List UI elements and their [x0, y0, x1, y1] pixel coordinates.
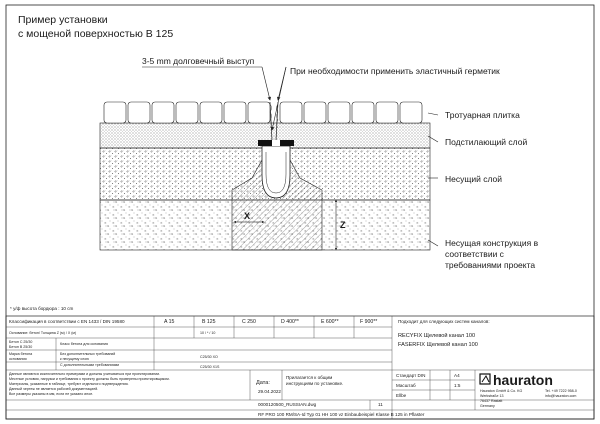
row2-value: 10 / * / 10	[200, 331, 216, 335]
row4-value: C25/30 XO	[200, 355, 218, 359]
class-e600: E 600**	[321, 319, 339, 325]
note-line-2: Местные условия, нагрузки и требования к проекту должны быть проверены проектировщиком.	[9, 377, 170, 381]
row2-label: Основание: бетон/ Толщина Z (м) / Х (м)	[9, 331, 77, 335]
title-line-2: с мощеной поверхностью В 125	[18, 28, 174, 40]
row3-label-1: Бетон C 25/30	[9, 340, 33, 344]
company-address-1: Hauraton GmbH & Co. KG	[480, 389, 523, 393]
row4-label-2: основания	[9, 357, 27, 361]
row4-desc2: к несущему слою	[60, 357, 89, 361]
note-label-1: Прилагается к общим	[286, 375, 333, 380]
svg-text:hauraton: hauraton	[493, 372, 553, 388]
paving-stones	[104, 102, 422, 123]
file-name: 0000120500_RUSSIAN.dwg	[258, 402, 317, 407]
suitable-heading: Подходит для следующих систем каналов:	[398, 319, 490, 324]
note-line-4: Данный чертеж не является рабочей документацией.	[9, 387, 99, 391]
row5-desc: С дополнительными требованиями	[60, 363, 120, 367]
row3-label-2: Бетон B 25/30	[9, 345, 33, 349]
row5-value: C25/30 X1S	[200, 365, 220, 369]
callout-structure-3: требованиями проекта	[445, 260, 536, 270]
class-f900: F 900**	[360, 319, 378, 325]
callout-paving: Тротуарная плитка	[445, 110, 520, 120]
company-phone: Tel. +49 7222 958-0	[545, 389, 577, 393]
load-table-header: Классификация в соответствии с EN 1433 / DIN 19580	[9, 319, 125, 324]
scale-value: 1:5	[454, 383, 461, 388]
page-number: 11	[378, 402, 383, 407]
class-c250: C 250	[242, 319, 256, 325]
suitable-item-1: RECYFIX Щелевой канал 100	[398, 333, 476, 339]
standard-value: A4	[454, 373, 460, 378]
callout-base: Несущий слой	[445, 174, 502, 184]
callout-sealant: При необходимости применить эластичный герметик	[290, 66, 500, 76]
class-d400: D 400**	[281, 319, 299, 325]
title-line-1: Пример установки	[18, 14, 108, 26]
class-b125: B 125	[202, 319, 216, 325]
company-address-4: Germany	[480, 404, 495, 408]
scale-label: Масштаб	[396, 383, 416, 388]
note-line-3: Материалы, указанные в таблице, требуют отдельного подтверждения.	[9, 382, 129, 386]
company-address-2: Werkstraße 13	[480, 394, 504, 398]
callout-structure-1: Несущая конструкция в	[445, 238, 539, 248]
suitable-item-2: FASERFIX Щелевой канал 100	[398, 342, 478, 348]
svg-text:Z: Z	[340, 220, 346, 230]
author: Ellbe	[396, 393, 407, 398]
callout-gap: 3-5 mm долговечный выступ	[142, 56, 255, 66]
company-email: info@hauraton.com	[545, 394, 577, 398]
callout-bedding: Подстилающий слой	[445, 137, 528, 147]
footnote: * у/ф высота бордюра : 10 cm	[10, 306, 74, 311]
note-line-1: Данные являются исключительно примерами и должны учитываться при проектировании.	[9, 372, 161, 376]
note-label-2: инструкциям по установке.	[286, 381, 344, 386]
company-address-3: 76437 Rastatt	[480, 399, 503, 403]
svg-text:X: X	[244, 211, 251, 221]
row4-desc: Без дополнительных требований	[60, 352, 116, 356]
drawing-description: RF PRO 100 RM/SA-Id Typ 01 HH 100 vz Einbaubeispiel Klasse B 125 in Pflaster	[258, 412, 425, 417]
row3-desc: Класс бетона для основания	[60, 342, 108, 346]
callout-structure-2: соответствии с	[445, 249, 504, 259]
row4-label-1: Марка бетона	[9, 352, 33, 356]
class-a15: A 15	[164, 319, 175, 325]
date-label: Дата:	[256, 380, 270, 386]
standard-label: Стандарт DIN	[396, 373, 426, 378]
date-value: 29.04.2022	[258, 389, 281, 394]
note-line-5: Все размеры указаны в мм, если не указано иное.	[9, 392, 94, 396]
